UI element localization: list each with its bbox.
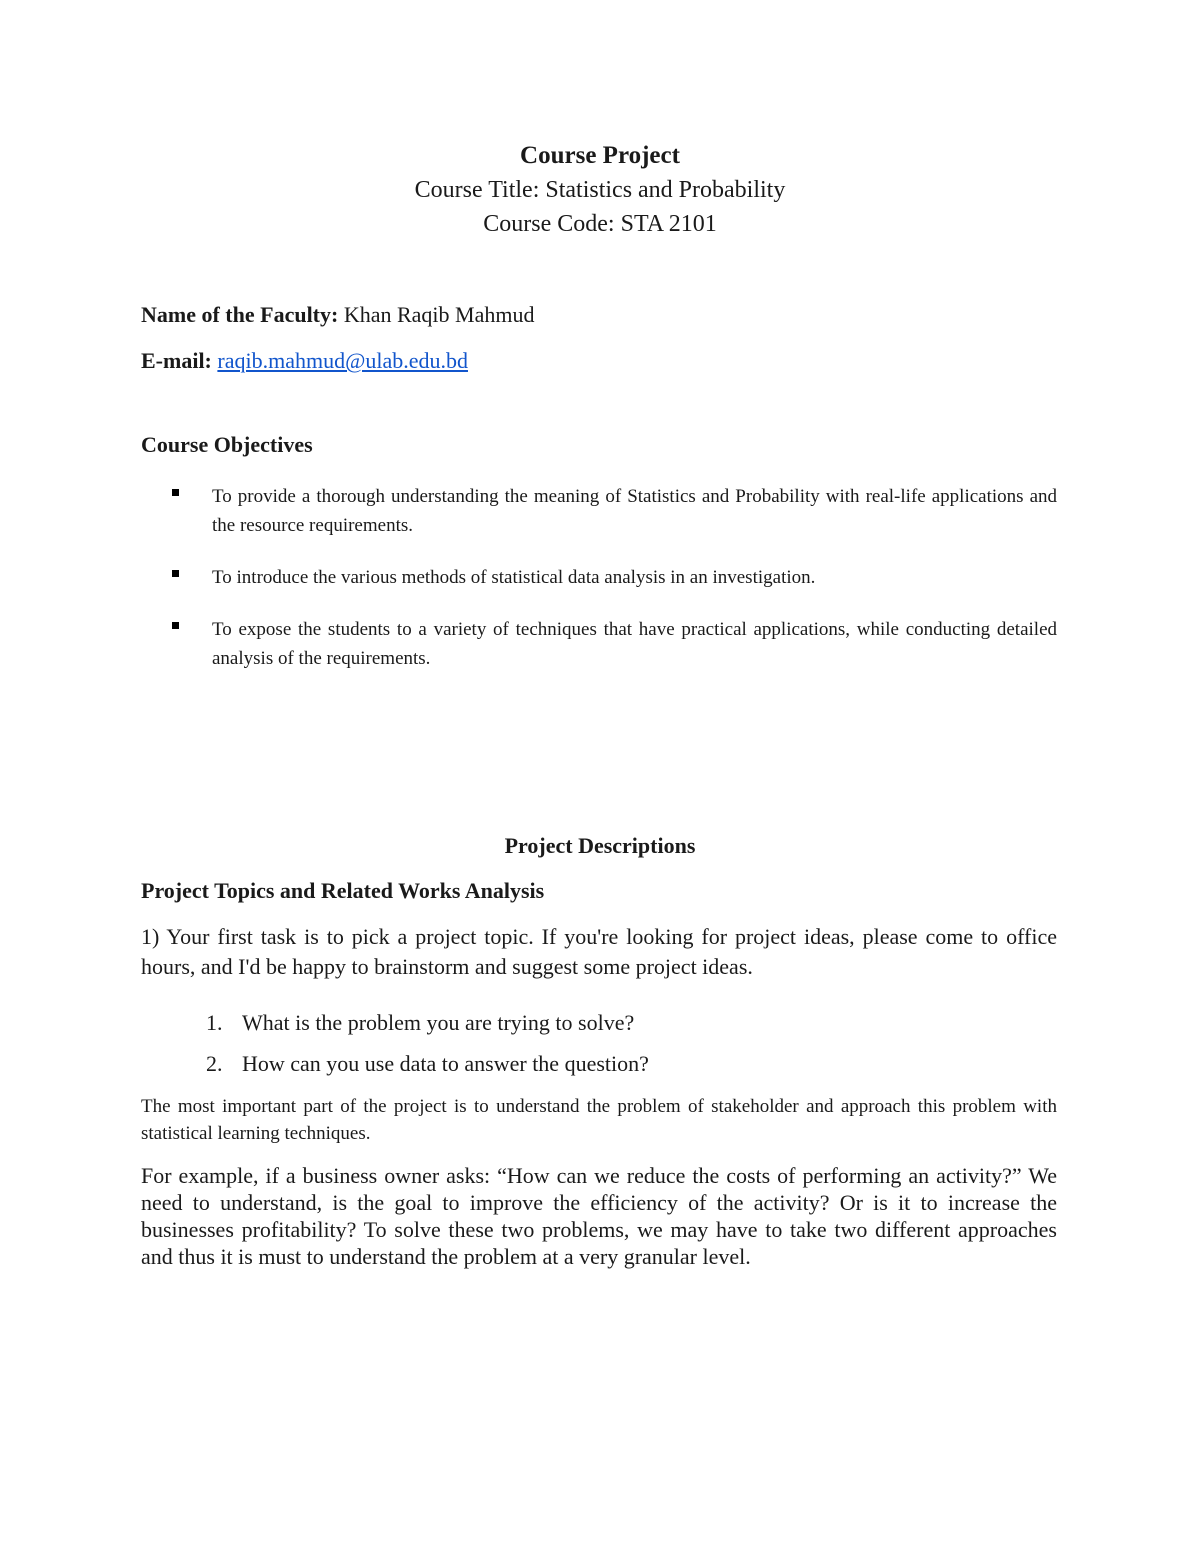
question-number: 1. xyxy=(206,1010,223,1035)
project-descriptions-heading: Project Descriptions xyxy=(504,833,696,858)
project-topics-heading: Project Topics and Related Works Analysis xyxy=(141,878,545,903)
bullet-icon xyxy=(172,622,179,629)
question-number: 2. xyxy=(206,1051,223,1076)
faculty-name: Khan Raqib Mahmud xyxy=(343,302,535,327)
course-title: Course Title: Statistics and Probability xyxy=(414,177,786,203)
bullet-icon xyxy=(172,570,179,577)
objective-item: To introduce the various methods of statistical data analysis in an investigation. xyxy=(212,567,816,588)
faculty-label: Name of the Faculty: xyxy=(141,302,339,327)
important-note-paragraph: The most important part of the project is to understand the problem of stakeholder and approach this problem with statistical learning techniques. xyxy=(141,1096,1057,1144)
question-text: What is the problem you are trying to solve? xyxy=(242,1010,635,1035)
faculty-line xyxy=(141,302,535,328)
bullet-icon xyxy=(172,489,179,496)
example-paragraph: For example, if a business owner asks: “How can we reduce the costs of performing an activity?” We need to understand, is the goal to improve the efficiency of the activity? Or is it to increase the businesses profitability? To solve these two problems, we may have to take two different approaches and thus it is must to understand the problem at a very granular level. xyxy=(141,1163,1057,1269)
email-link[interactable]: raqib.mahmud@ulab.edu.bd xyxy=(217,348,468,373)
email-label: E-mail: xyxy=(141,348,212,373)
email-line xyxy=(141,348,468,374)
question-text: How can you use data to answer the question? xyxy=(242,1051,649,1076)
course-code: Course Code: STA 2101 xyxy=(483,211,717,237)
objective-item: To expose the students to a variety of techniques that have practical applications, while conducting detailed analysis of the requirements. xyxy=(212,619,1057,669)
objective-item: To provide a thorough understanding the meaning of Statistics and Probability with real-life applications and the resource requirements. xyxy=(212,486,1057,536)
project-intro-paragraph: 1) Your first task is to pick a project topic. If you're looking for project ideas, please come to office hours, and I'd be happy to brainstorm and suggest some project ideas. xyxy=(141,924,1057,979)
objectives-heading: Course Objectives xyxy=(141,432,313,457)
document-title: Course Project xyxy=(520,142,680,169)
